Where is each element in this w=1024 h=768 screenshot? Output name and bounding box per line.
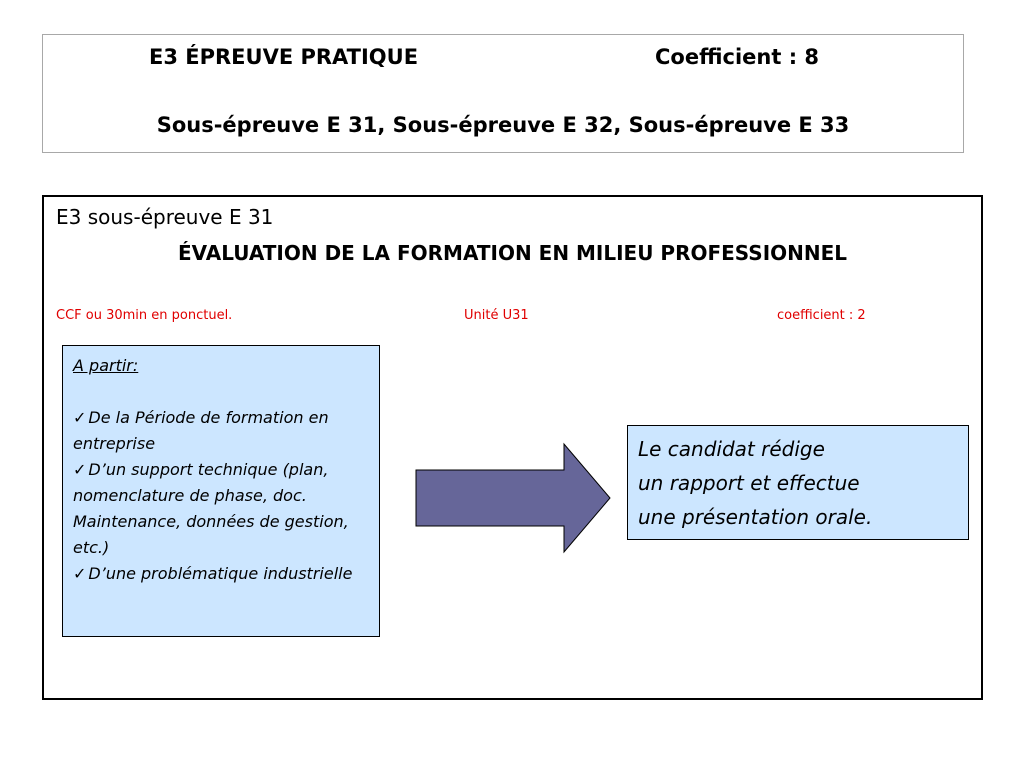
list-item [73, 561, 369, 587]
result-line: un rapport et effectue [638, 471, 860, 495]
list-item [73, 405, 369, 457]
header-box [42, 34, 964, 153]
exam-subtitle: Sous-épreuve E 31, Sous-épreuve E 32, Sous-épreuve E 33 [156, 113, 850, 137]
assessment-mode: CCF ou 30min en ponctuel. [56, 308, 233, 323]
source-heading: A partir: [73, 356, 139, 375]
check-icon: ✓ [73, 460, 87, 479]
unit-label: Unité U31 [464, 308, 529, 323]
info-row [44, 308, 981, 328]
exam-title: E3 ÉPREUVE PRATIQUE [149, 45, 419, 69]
result-box [627, 425, 969, 540]
list-item-text: D’un support technique (plan, nomenclature de phase, doc. Maintenance, données de gestion, etc.) [73, 460, 349, 557]
exam-coefficient: Coefficient : 8 [655, 45, 820, 69]
source-box [62, 345, 380, 637]
sub-coefficient: coefficient : 2 [777, 308, 866, 323]
right-arrow-icon [414, 442, 612, 554]
header-line [43, 45, 963, 75]
check-icon: ✓ [73, 408, 87, 427]
sub-exam-title: ÉVALUATION DE LA FORMATION EN MILIEU PROFESSIONNEL [177, 241, 848, 265]
list-item [73, 457, 369, 561]
result-line: une présentation orale. [638, 505, 873, 529]
spacer [73, 379, 369, 405]
list-item-text: D’une problématique industrielle [88, 564, 353, 583]
result-line: Le candidat rédige [638, 437, 825, 461]
list-item-text: De la Période de formation en entreprise [73, 408, 329, 453]
sub-exam-panel [42, 195, 983, 700]
check-icon: ✓ [73, 564, 87, 583]
sub-exam-label: E3 sous-épreuve E 31 [56, 205, 274, 229]
arrow-shape [416, 444, 610, 552]
